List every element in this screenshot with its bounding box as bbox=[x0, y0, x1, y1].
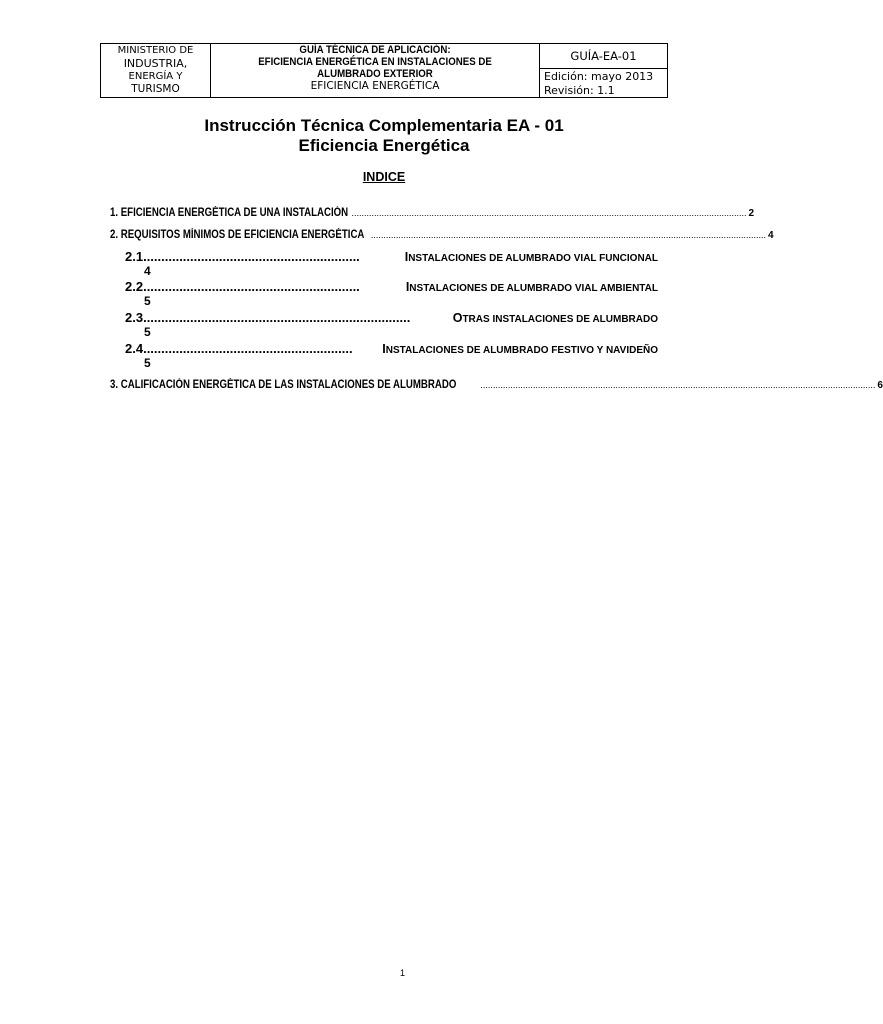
index-heading: INDICE bbox=[362, 170, 406, 184]
doc-revision: Revisión: 1.1 bbox=[544, 84, 615, 97]
toc-leader: ............................................................ bbox=[143, 249, 360, 264]
guide-title-line: GUÍA TÉCNICA DE APLICACIÓN: bbox=[299, 44, 451, 56]
toc-subitem-number: 2.1 bbox=[125, 249, 144, 264]
toc-subitem-page: 5 bbox=[144, 294, 151, 308]
toc-item-3[interactable] bbox=[110, 379, 883, 391]
doc-meta bbox=[540, 69, 667, 98]
document-subtitle: Eficiencia Energética bbox=[298, 136, 470, 155]
toc-subitem-2-1[interactable] bbox=[125, 249, 658, 278]
toc-subitem-page: 5 bbox=[144, 356, 151, 370]
toc-subitem-label: INSTALACIONES DE ALUMBRADO FESTIVO Y NAVIDEÑO bbox=[382, 342, 658, 356]
toc-leader: .............................................................................................................................................................. bbox=[370, 230, 766, 240]
toc-item-label: 2. REQUISITOS MÍNIMOS DE EFICIENCIA ENERGÉTICA bbox=[110, 229, 365, 241]
toc-item-page: 4 bbox=[767, 230, 774, 241]
toc-leader: .............................................................................................................................................................. bbox=[351, 208, 747, 218]
document-title: Instrucción Técnica Complementaria EA - 01 bbox=[204, 116, 564, 135]
page-number: 1 bbox=[400, 968, 406, 978]
toc-leader: .............................................................................................................................................................. bbox=[480, 380, 876, 390]
ministry-line: INDUSTRIA, bbox=[123, 57, 188, 70]
toc-subitem-page: 4 bbox=[144, 264, 151, 278]
guide-title-line: EFICIENCIA ENERGÉTICA EN INSTALACIONES DE bbox=[258, 56, 492, 68]
ministry-line: TURISMO bbox=[131, 83, 180, 95]
doc-edition: Edición: mayo 2013 bbox=[544, 70, 654, 83]
guide-title-line: ALUMBRADO EXTERIOR bbox=[317, 68, 433, 80]
header-table bbox=[100, 43, 668, 98]
toc-subitem-page: 5 bbox=[144, 325, 151, 339]
guide-subtitle: EFICIENCIA ENERGÉTICA bbox=[310, 80, 440, 92]
toc-item-label: 1. EFICIENCIA ENERGÉTICA DE UNA INSTALACIÓN bbox=[110, 207, 349, 219]
toc-leader: ............................................................ bbox=[143, 279, 360, 294]
ministry-line: ENERGÍA Y bbox=[128, 71, 183, 82]
toc-subitem-number: 2.2 bbox=[125, 279, 144, 294]
header-ministry bbox=[101, 44, 211, 97]
doc-code: GUÍA-EA-01 bbox=[540, 44, 667, 69]
ministry-line: MINISTERIO DE bbox=[117, 45, 194, 56]
toc-item-page: 6 bbox=[877, 380, 883, 391]
toc-subitem-2-4[interactable] bbox=[125, 341, 658, 370]
toc-subitem-2-2[interactable] bbox=[125, 279, 658, 308]
toc-subitem-label: INSTALACIONES DE ALUMBRADO VIAL AMBIENTAL bbox=[405, 280, 658, 294]
header-guide-title bbox=[211, 44, 540, 97]
toc-item-page: 2 bbox=[748, 208, 755, 219]
toc-subitem-number: 2.4 bbox=[125, 341, 144, 356]
toc-subitem-number: 2.3 bbox=[125, 310, 144, 325]
toc-item-1[interactable] bbox=[110, 207, 755, 219]
toc-leader: .......................................................... bbox=[143, 341, 353, 356]
toc-leader: .......................................................................... bbox=[143, 310, 411, 325]
toc-item-label: 3. CALIFICACIÓN ENERGÉTICA DE LAS INSTALACIONES DE ALUMBRADO bbox=[110, 379, 457, 391]
header-doc-info bbox=[540, 44, 667, 97]
toc-subitem-label: INSTALACIONES DE ALUMBRADO VIAL FUNCIONAL bbox=[404, 250, 658, 264]
toc-subitem-label: OTRAS INSTALACIONES DE ALUMBRADO bbox=[452, 311, 658, 325]
toc-subitem-2-3[interactable] bbox=[125, 310, 658, 339]
toc-item-2[interactable] bbox=[110, 229, 774, 241]
